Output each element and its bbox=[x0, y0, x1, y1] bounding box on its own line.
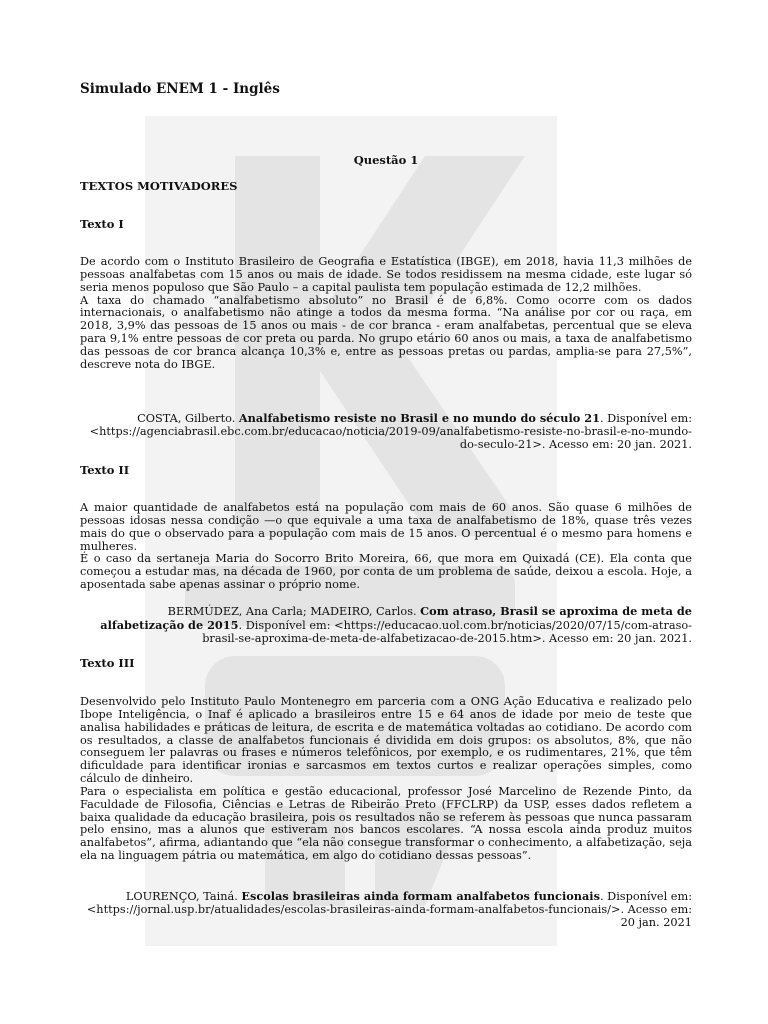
texto3-body bbox=[80, 696, 692, 863]
texto1-paragraph-2: A taxa do chamado “analfabetismo absoluto” no Brasil é de 6,8%. Como ocorre com os dados internacionais, o analfabetismo não atinge a todos da mesma forma. “Na análise por cor ou raça, em 2018, 3,9% das pessoas de 15 anos ou mais - de cor branca - eram analfabetas, percentual que se eleva para 9,1% entre pessoas de cor preta ou parda. No grupo etário 60 anos ou mais, a taxa de analfabetismo das pessoas de cor branca alcança 10,3% e, entre as pessoas pretas ou pardas, amplia-se para 27,5%”, descreve nota do IBGE. bbox=[80, 293, 692, 371]
texto3-paragraph-2: Para o especialista em política e gestão educacional, professor José Marcelino de Rezende Pinto, da Faculdade de Filosofia, Ciências e Letras de Ribeirão Preto (FFCLRP) da USP, esses dados refletem a baixa qualidade da educação brasileira, pois os resultados não se referem às pessoas que nunca passaram pelo ensino, mas a alunos que estiveram nos bancos escolares. “A nossa escola ainda produz muitos analfabetos”, afirma, adiantando que “ela não consegue transformar o conhecimento, a alfabetização, seja ela na linguagem pátria ou matemática, em algo do cotidiano dessas pessoas”. bbox=[80, 784, 692, 863]
texto3-ref-source: . Disponível em: <https://jornal.usp.br/atualidades/escolas-brasileiras-ainda-formam-analfabetos-funcionais/>. Acesso em: 20 jan. 2021 bbox=[86, 890, 692, 929]
texto2-ref-author: BERMÚDEZ, Ana Carla; MADEIRO, Carlos. bbox=[167, 605, 421, 618]
texto1-reference bbox=[80, 412, 692, 452]
texto2-ref-source: . Disponível em: <https://educacao.uol.com.br/noticias/2020/07/15/com-atraso-brasil-se-aproxima-de-meta-de-alfabetizacao-de-2015.htm>. Acesso em: 20 jan. 2021. bbox=[202, 618, 692, 645]
texto3-reference bbox=[80, 890, 692, 930]
texto3-ref-title: Escolas brasileiras ainda formam analfabetos funcionais bbox=[241, 889, 600, 903]
texto1-paragraph-1: De acordo com o Instituto Brasileiro de Geografia e Estatística (IBGE), em 2018, havia 11,3 milhões de pessoas analfabetas com 15 anos ou mais de idade. Se todos residissem na mesma cidade, este lugar só seria menos populoso que São Paulo – a capital paulista tem população estimada de 12,2 milhões. bbox=[80, 255, 692, 294]
texto1-ref-title: Analfabetismo resiste no Brasil e no mundo do século 21 bbox=[238, 411, 600, 425]
texto1-ref-author: COSTA, Gilberto. bbox=[137, 412, 239, 425]
texto1-heading: Texto I bbox=[80, 217, 124, 231]
texto2-body bbox=[80, 502, 692, 592]
texto2-ref-title: Com atraso, Brasil se aproxima de meta de alfabetização de 2015 bbox=[100, 604, 692, 632]
texto1-body bbox=[80, 256, 692, 372]
document-title: Simulado ENEM 1 - Inglês bbox=[80, 81, 280, 97]
texto3-ref-author: LOURENÇO, Tainá. bbox=[125, 890, 242, 903]
texto2-heading: Texto II bbox=[80, 463, 130, 477]
texto3-heading: Texto III bbox=[80, 656, 135, 670]
section-heading: TEXTOS MOTIVADORES bbox=[80, 179, 238, 193]
texto2-reference bbox=[80, 605, 692, 646]
texto3-paragraph-1: Desenvolvido pelo Instituto Paulo Montenegro em parceria com a ONG Ação Educativa e realizado pelo Ibope Inteligência, o Inaf é aplicado a brasileiros entre 15 e 64 anos de idade por meio de teste que analisa habilidades e práticas de leitura, de escrita e de matemática voltadas ao cotidiano. De acordo com os resultados, a classe de analfabetos funcionais é dividida em dois grupos: os absolutos, 8%, que não conseguem ler palavras ou frases e números telefônicos, por exemplo, e os rudimentares, 21%, que têm dificuldade para identificar ironias e sarcasmos em textos curtos e realizar operações simples, como cálculo de dinheiro. bbox=[80, 695, 692, 786]
texto2-paragraph-2: É o caso da sertaneja Maria do Socorro Brito Moreira, 66, que mora em Quixadá (CE). Ela conta que começou a estudar mas, na década de 1960, por conta de um problema de saúde, deixou a escola. Hoje, a aposentada sabe apenas assinar o próprio nome. bbox=[80, 552, 692, 592]
texto2-paragraph-1: A maior quantidade de analfabetos está na população com mais de 60 anos. São quase 6 milhões de pessoas idosas nessa condição —o que equivale a uma taxa de analfabetismo de 18%, quase três vezes mais do que o observado para a população com mais de 15 anos. O percentual é o mesmo para homens e mulheres. bbox=[80, 501, 692, 553]
question-number: Questão 1 bbox=[353, 153, 419, 167]
texto1-ref-source: . Disponível em: <https://agenciabrasil.ebc.com.br/educacao/noticia/2019-09/analfabetismo-resiste-no-brasil-e-no-mundo-do-seculo-21>. Acesso em: 20 jan. 2021. bbox=[89, 412, 692, 451]
